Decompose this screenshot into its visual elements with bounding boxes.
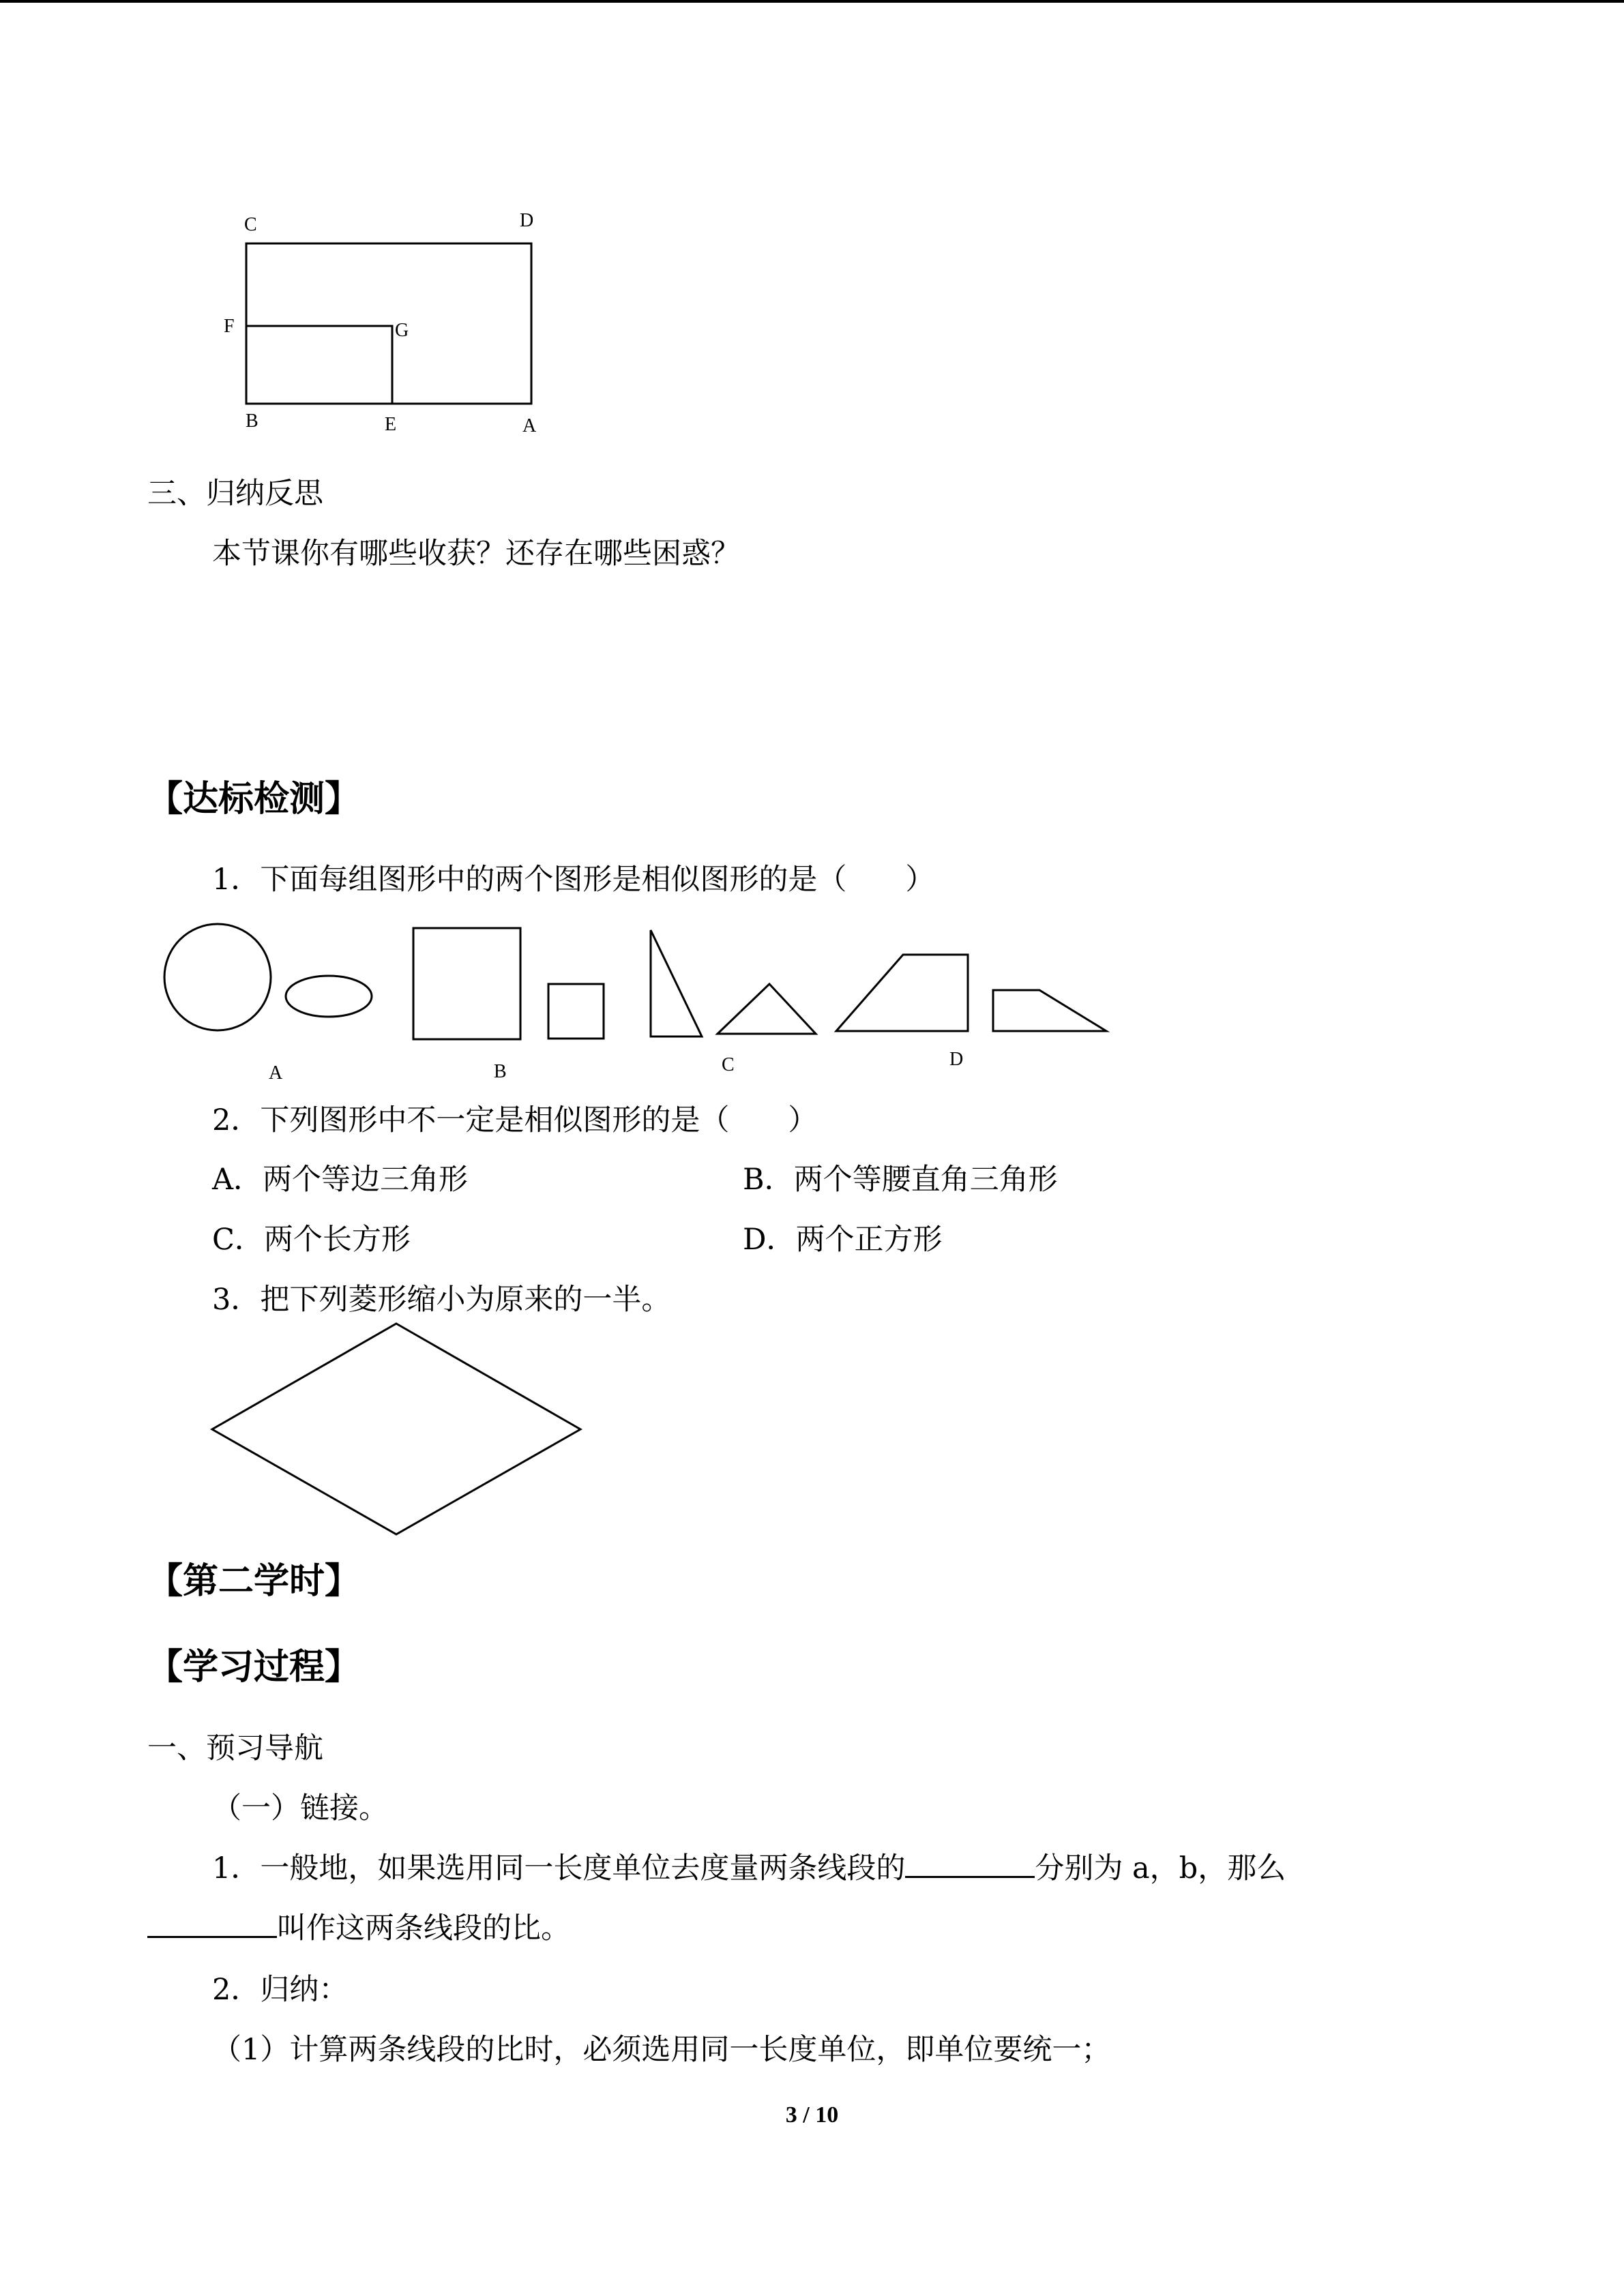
item-1-text-a: 1．一般地，如果选用同一长度单位去度量两条线段的	[212, 1851, 906, 1885]
item-1-text-b: 分别为 a，b，那么	[1035, 1851, 1286, 1885]
option-label-c: C	[722, 1054, 735, 1075]
question-1: 1．下面每组图形中的两个图形是相似图形的是（ ）	[212, 863, 935, 897]
item-2: 2．归纳：	[212, 1973, 349, 2007]
label-a: A	[522, 415, 537, 436]
option-label-d: D	[949, 1049, 964, 1070]
question-2-option-d: D．两个正方形	[743, 1223, 943, 1257]
question-2-option-c: C．两个长方形	[212, 1223, 411, 1257]
assessment-heading: 【达标检测】	[147, 779, 361, 820]
page-number: 3 / 10	[785, 2102, 839, 2128]
label-d: D	[520, 210, 534, 231]
option-label-a: A	[269, 1062, 283, 1084]
lesson-2-heading: 【第二学时】	[147, 1561, 361, 1602]
label-b: B	[246, 411, 259, 432]
reflection-question: 本节课你有哪些收获？还存在哪些困惑？	[212, 537, 740, 571]
label-g: G	[395, 320, 409, 341]
learning-process-heading: 【学习过程】	[147, 1647, 361, 1688]
fill-blank-2[interactable]	[147, 1913, 277, 1938]
fill-blank-1[interactable]	[905, 1853, 1035, 1878]
question-2-option-a: A．两个等边三角形	[212, 1163, 469, 1197]
question-2-option-b: B．两个等腰直角三角形	[743, 1163, 1058, 1197]
section-3-title: 三、归纳反思	[147, 477, 323, 511]
option-label-b: B	[494, 1061, 507, 1082]
label-f: F	[224, 316, 235, 337]
item-1-text-c: 叫作这两条线段的比。	[277, 1911, 570, 1945]
question-2: 2．下列图形中不一定是相似图形的是（ ）	[212, 1103, 818, 1137]
item-1-line-2	[147, 1912, 570, 1945]
label-e: E	[385, 414, 397, 435]
label-c: C	[244, 214, 257, 235]
item-2-1: （1）计算两条线段的比时，必须选用同一长度单位，即单位要统一；	[212, 2033, 1111, 2067]
item-1-line-1	[212, 1852, 1286, 1885]
link-title: （一）链接。	[212, 1791, 388, 1825]
question-3: 3．把下列菱形缩小为原来的一半。	[212, 1283, 671, 1317]
preview-title: 一、预习导航	[147, 1731, 323, 1765]
rhombus	[212, 1324, 580, 1534]
